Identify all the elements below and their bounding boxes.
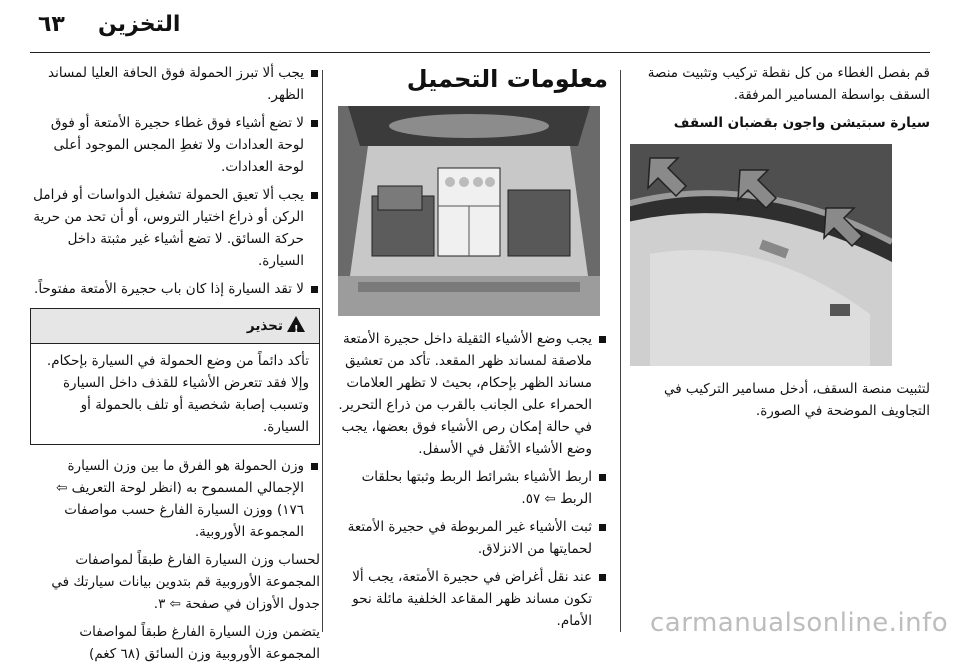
watermark-text: carmanualsonline.info: [650, 608, 949, 638]
weight-paragraph-2: يتضمن وزن السيارة الفارغ طبقاً لمواصفات المجموعة الأوروبية وزن السائق (٦٨ كغم): [79, 624, 320, 662]
cargo-trunk-photo: [338, 106, 600, 316]
section-title: التخزين: [98, 12, 181, 37]
loading-bullets: [336, 328, 608, 632]
roof-platform-photo: [630, 144, 892, 366]
right-column: [630, 62, 930, 428]
list-item: وزن الحمولة هو الفرق ما بين وزن السيارة الإجمالي المسموح به (انظر لوحة التعريف ⇦ ١٧٦) ووزن السيارة الفارغ حسب مواصفات المجموعة الأوروبية.: [30, 455, 320, 543]
warning-triangle-icon: [287, 316, 305, 332]
weight-paragraph-1: لحساب وزن السيارة الفارغ طبقاً لمواصفات المجموعة الأوروبية قم بتدوين بيانات سيارتك في جدول الأوزان في صفحة ⇦ ٣.: [51, 552, 320, 612]
page-header: [0, 0, 960, 60]
left-column: [30, 62, 320, 671]
roof-rails-subheading: سيارة سبتيشن واجون بقضبان السقف: [673, 115, 930, 131]
list-item: يجب ألا تعيق الحمولة تشغيل الدواسات أو فرامل الركن أو ذراع اختيار التروس، أو أن تحد من حرية حركة السائق. لا تضع أشياء غير مثبتة داخل السيارة.: [30, 184, 320, 272]
list-item: يجب وضع الأشياء الثقيلة داخل حجيرة الأمتعة ملاصقة لمساند ظهر المقعد. تأكد من تعشيق مساند الظهر بإحكام، بحيث لا تظهر العلامات الحمراء على الجانب بالقرب من ذراع التحرير. في حالة إمكان رص الأشياء فوق بعضها، يجب وضع الأشياء الأثقل في الأسفل.: [336, 328, 608, 460]
list-item: اربط الأشياء بشرائط الربط وثبتها بحلقات الربط ⇦ ٥٧.: [336, 466, 608, 510]
column-divider-right: [620, 70, 621, 632]
loading-bullets-continued: [30, 62, 320, 300]
warning-title: تحذير: [246, 318, 283, 334]
list-item: لا تضع أشياء فوق غطاء حجيرة الأمتعة أو فوق لوحة العدادات ولا تغطِ المجس الموجود أعلى لوحة العدادات.: [30, 112, 320, 178]
column-divider-left: [322, 70, 323, 632]
list-item: لا تقد السيارة إذا كان باب حجيرة الأمتعة مفتوحاً.: [30, 278, 320, 300]
loading-info-heading: معلومات التحميل: [406, 65, 608, 93]
list-item: يجب ألا تبرز الحمولة فوق الحافة العليا لمساند الظهر.: [30, 62, 320, 106]
warning-text: تأكد دائماً من وضع الحمولة في السيارة بإحكام. وإلا فقد تتعرض الأشياء للقذف داخل السيارة وتسبب إصابة شخصية أو تلف بالحمولة أو السيارة.: [46, 353, 309, 435]
warning-box: [30, 308, 320, 445]
weight-bullets: [30, 455, 320, 543]
list-item: ثبت الأشياء غير المربوطة في حجيرة الأمتعة لحمايتها من الانزلاق.: [336, 516, 608, 560]
page-number: ٦٣: [38, 12, 65, 37]
list-item: عند نقل أغراض في حجيرة الأمتعة، يجب ألا تكون مساند ظهر المقاعد الخلفية مائلة نحو الأمام.: [336, 566, 608, 632]
middle-column: [336, 62, 608, 638]
roof-platform-illustration: [630, 144, 892, 366]
trunk-illustration: [338, 106, 600, 316]
intro-text: قم بفصل الغطاء من كل نقطة تركيب وتثبيت منصة السقف بواسطة المسامير المرفقة.: [647, 65, 930, 103]
warning-header: [31, 309, 319, 344]
photo-caption: لتثبيت منصة السقف، أدخل مسامير التركيب في التجاويف الموضحة في الصورة.: [663, 381, 930, 419]
header-divider: [30, 52, 930, 53]
